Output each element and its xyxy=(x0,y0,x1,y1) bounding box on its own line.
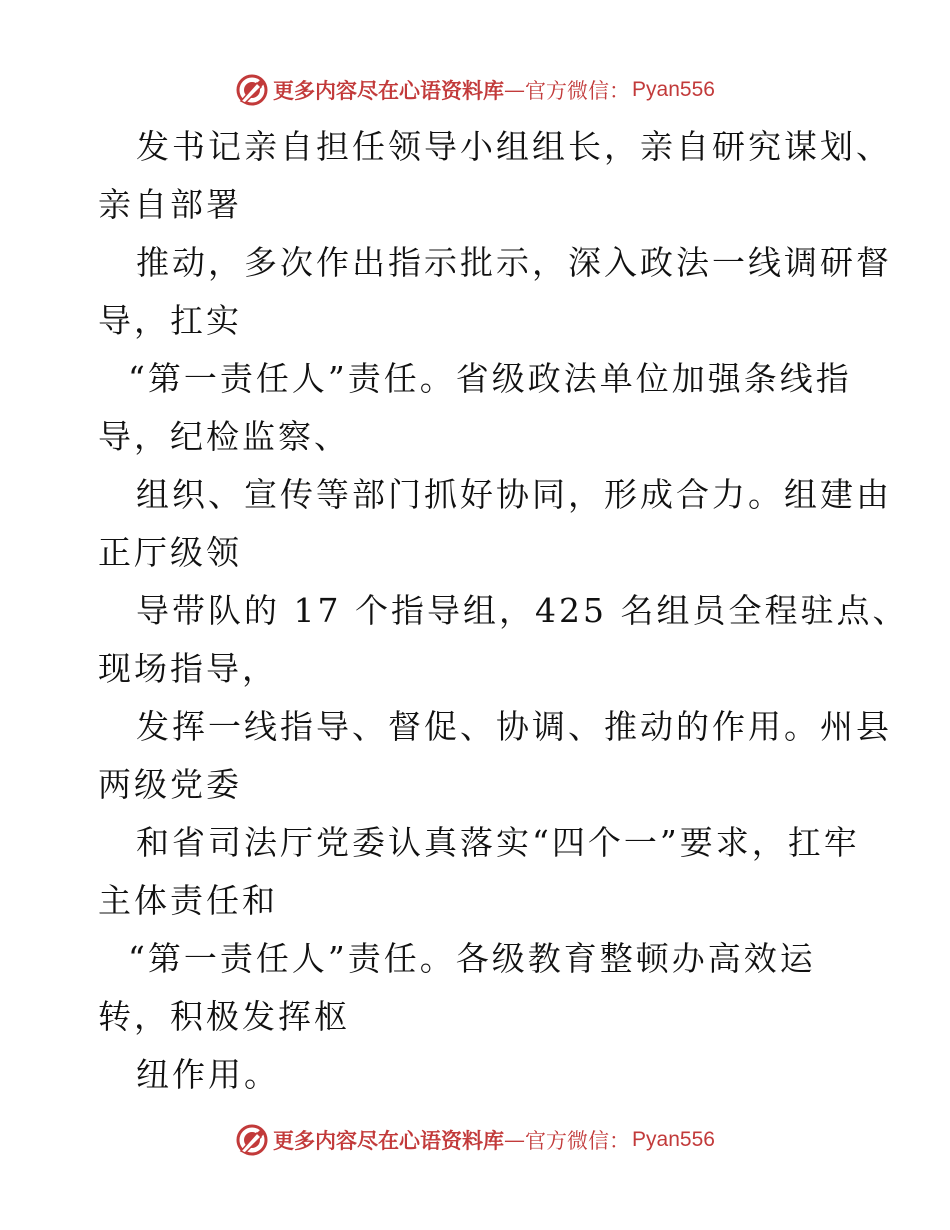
text-line: 推动，多次作出指示批示，深入政法一线调研督 xyxy=(136,243,892,282)
text-line: 现场指导， xyxy=(98,649,278,688)
text-line: 导，扛实 xyxy=(98,301,242,340)
text-line: 正厅级领 xyxy=(98,533,242,572)
text-line: 发书记亲自担任领导小组组长，亲自研究谋划、 xyxy=(136,127,892,166)
text-line: 纽作用。 xyxy=(136,1055,280,1094)
watermark-wechat-id: Pyan556 xyxy=(632,78,715,101)
watermark-dash: — xyxy=(504,1128,526,1152)
watermark-wechat-label: 官方微信： xyxy=(525,79,631,103)
watermark-dash: — xyxy=(504,78,526,102)
watermark-text: 更多内容尽在心语资料库 xyxy=(273,1128,505,1153)
text-line: 主体责任和 xyxy=(98,881,278,920)
document-body xyxy=(98,118,909,1104)
watermark-wechat-id: Pyan556 xyxy=(632,1128,715,1151)
text-line: 和省司法厅党委认真落实“四个一”要求，扛牢 xyxy=(136,823,860,862)
text-line: 组织、宣传等部门抓好协同，形成合力。组建由 xyxy=(136,475,892,514)
text-line: “第一责任人”责任。省级政法单位加强条线指 xyxy=(128,359,852,398)
footer-watermark xyxy=(0,1120,950,1160)
text-line: 发挥一线指导、督促、协调、推动的作用。州县 xyxy=(136,707,892,746)
text-line: “第一责任人”责任。各级教育整顿办高效运 xyxy=(128,939,816,978)
text-line: 亲自部署 xyxy=(98,185,242,224)
text-line: 转，积极发挥枢 xyxy=(98,997,350,1036)
text-line: 导带队的 17 个指导组，425 名组员全程驻点、 xyxy=(136,591,909,630)
header-watermark xyxy=(0,70,950,110)
watermark-wechat-label: 官方微信： xyxy=(525,1129,631,1153)
watermark-text: 更多内容尽在心语资料库 xyxy=(273,78,505,103)
text-line: 两级党委 xyxy=(98,765,242,804)
pen-logo-icon xyxy=(235,1123,269,1157)
pen-logo-icon xyxy=(235,73,269,107)
text-line: 导，纪检监察、 xyxy=(98,417,350,456)
